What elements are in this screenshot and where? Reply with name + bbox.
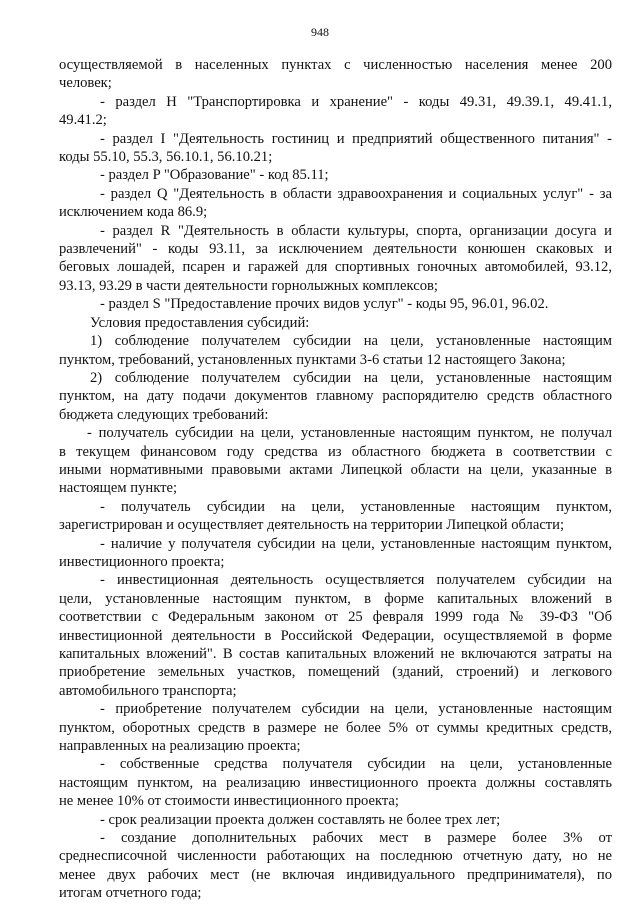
text-line: пунктом, требований, установленных пунктами 3-6 статьи 12 настоящего Закона;	[59, 351, 566, 368]
text-line: - раздел I "Деятельность гостиниц и предприятий общественного питания" -	[100, 130, 612, 147]
text-line: осуществляемой в населенных пунктах с численностью населения менее 200	[59, 57, 612, 73]
text-line: не менее 10% от стоимости инвестиционного проекта;	[59, 793, 399, 810]
paragraph	[59, 811, 612, 829]
text-line: - получатель субсидии на цели, установленные настоящим пунктом, не получал	[87, 425, 612, 442]
text-line: пунктом, на дату подачи документов главному распорядителю средств областного	[59, 388, 612, 405]
text-line: - инвестиционная деятельность осуществляется получателем субсидии на	[100, 572, 612, 589]
paragraph	[59, 829, 612, 903]
paragraph	[59, 185, 612, 222]
paragraph	[59, 700, 612, 755]
paragraph	[59, 166, 612, 184]
text-line: 93.13, 93.29 в части деятельности горнолыжных комплексов;	[59, 277, 438, 294]
text-line: - собственные средства получателя субсидии на цели, установленные	[100, 756, 612, 773]
paragraph	[59, 571, 612, 700]
paragraph	[59, 498, 612, 535]
paragraph	[59, 130, 612, 167]
text-line: Условия предоставления субсидий:	[90, 314, 310, 331]
paragraph	[59, 369, 612, 424]
text-line: настоящем пункте;	[59, 480, 178, 497]
text-line: инвестиционной деятельности в Российской Федерации, осуществляемой в форме	[59, 627, 612, 644]
paragraph	[59, 93, 612, 130]
text-line: исключением кода 86.9;	[59, 204, 208, 221]
text-line: - получатель субсидии на цели, установленные настоящим пунктом,	[100, 498, 612, 515]
text-line: среднесписочной численности работающих на последнюю отчетную дату, но не	[59, 848, 612, 865]
text-line: развлечений" - коды 93.11, за исключением деятельности конюшен скаковых и	[59, 241, 612, 258]
text-line: - срок реализации проекта должен составлять не более трех лет;	[100, 811, 501, 828]
text-line: коды 55.10, 55.3, 56.10.1, 56.10.21;	[59, 149, 273, 166]
paragraph	[59, 295, 612, 313]
text-line: итогам отчетного года;	[59, 885, 202, 902]
text-line: - раздел H "Транспортировка и хранение" - коды 49.31, 49.39.1, 49.41.1,	[100, 93, 612, 110]
text-line: иными нормативными правовыми актами Липецкой области на цели, указанные в	[59, 461, 612, 478]
text-line: направленных на реализацию проекта;	[59, 738, 301, 755]
paragraph	[59, 314, 612, 332]
text-line: - приобретение получателем субсидии на цели, установленные настоящим	[100, 701, 612, 718]
page-number: 948	[311, 25, 329, 39]
text-line: менее двух рабочих мест (не включая индивидуального предпринимателя), по	[59, 866, 612, 883]
text-line: в текущем финансовом году средства из областного бюджета в соответствии с	[59, 443, 612, 460]
paragraph	[59, 222, 612, 296]
text-line: настоящим пунктом, на реализацию инвестиционного проекта должны составлять	[59, 774, 612, 791]
text-line: - раздел S "Предоставление прочих видов услуг" - коды 95, 96.01, 96.02.	[100, 296, 549, 313]
text-line: бюджета следующих требований:	[59, 406, 269, 423]
text-line: 2) соблюдение получателем субсидии на цели, установленные настоящим	[90, 369, 612, 386]
text-line: беговых лошадей, псарен и гаражей для спортивных гоночных автомобилей, 93.12,	[59, 259, 612, 276]
document-body	[59, 56, 612, 903]
text-line: - наличие у получателя субсидии на цели, установленные настоящим пунктом,	[100, 535, 612, 552]
paragraph	[59, 332, 612, 369]
text-line: - создание дополнительных рабочих мест в размере более 3% от	[100, 830, 612, 847]
text-line: зарегистрирован и осуществляет деятельность на территории Липецкой области;	[59, 517, 565, 534]
text-line: 1) соблюдение получателем субсидии на цели, установленные настоящим	[90, 333, 612, 350]
text-line: - раздел P "Образование" - код 85.11;	[100, 167, 329, 184]
paragraph	[59, 56, 612, 93]
text-line: - раздел R "Деятельность в области культуры, спорта, организации досуга и	[100, 222, 612, 239]
text-line: - раздел Q "Деятельность в области здравоохранения и социальных услуг" - за	[100, 185, 612, 202]
paragraph	[59, 424, 612, 498]
text-line: приобретение земельных участков, помещений (зданий, строений) и легкового	[59, 664, 612, 681]
text-line: цели, установленные настоящим пунктом, в форме капитальных вложений в	[59, 590, 612, 607]
text-line: пунктом, оборотных средств в размере не более 5% от суммы кредитных средств,	[59, 719, 612, 736]
paragraph	[59, 535, 612, 572]
paragraph	[59, 755, 612, 810]
text-line: соответствии с Федеральным законом от 25 февраля 1999 года № 39-ФЗ "Об	[59, 609, 612, 626]
text-line: инвестиционного проекта;	[59, 553, 225, 570]
text-line: человек;	[59, 75, 112, 92]
text-line: автомобильного транспорта;	[59, 682, 237, 699]
text-line: капитальных вложений". В состав капитальных вложений не включаются затраты на	[59, 646, 612, 662]
text-line: 49.41.2;	[59, 112, 107, 129]
